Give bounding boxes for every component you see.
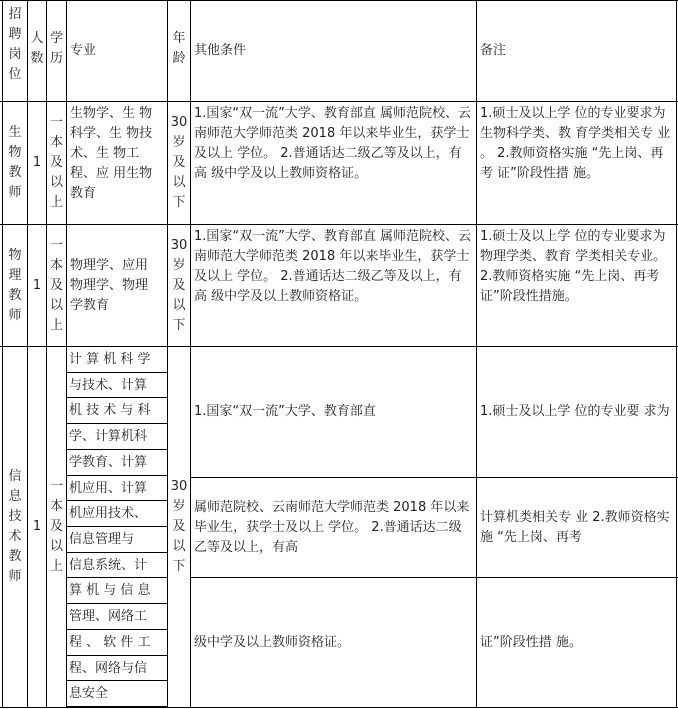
major-line: 程 、 软 件 工: [67, 630, 167, 656]
header-age: 年龄: [172, 31, 186, 66]
row1-education: 一本及以上: [49, 115, 63, 210]
col-rule-7: [676, 0, 677, 708]
row2-remarks: 1.硕士及以上学 位的专业要求为 物理学类、教育 学类相关专业。 2.教师资格实施 “先上岗、再考 证”阶段性措施。: [480, 229, 667, 304]
major-line: 学教育、计算: [67, 450, 167, 476]
row3-count: 1: [32, 519, 42, 534]
row2-education: 一本及以上: [49, 237, 63, 333]
row3-remarks-part1: 1.硕士及以上学 位的专业要 求为: [480, 404, 670, 419]
row1-remarks: 1.硕士及以上学 位的专业要求为 生物科学类、教 育学类相关专 业 。 2.教师资格实施 “先上岗、再考 证”阶段性措 施。: [480, 106, 671, 181]
row1-major: 生物学、生 物科学、生 物技术、生 物工程、应 用生物教育: [70, 106, 153, 201]
row3-remarks-part2: 计算机类相关专 业 2.教师资格实施 “先上岗、再考: [480, 509, 670, 545]
major-line: 计 算 机 科 学: [67, 347, 167, 373]
header-education: 学历: [49, 31, 63, 66]
major-line: 信息系统、计: [67, 553, 167, 579]
major-line: 程、网络与信: [67, 656, 167, 682]
row3-conditions-part3: 级中学及以上教师资格证。: [194, 634, 351, 650]
header-major: 专业: [70, 43, 97, 58]
row1-count: 1: [32, 155, 42, 170]
row3-age: 30岁及以下: [170, 479, 188, 574]
row3-position: 信息技术教师: [8, 469, 22, 584]
row1-position: 生物教师: [8, 125, 22, 200]
row2-count: 1: [32, 277, 42, 293]
major-line: 学、计算机科: [67, 424, 167, 450]
major-line: 机应用、计算: [67, 476, 167, 502]
header-position: 招聘岗位: [8, 7, 22, 82]
header-conditions: 其他条件: [194, 43, 247, 58]
major-line: 息安全: [67, 681, 167, 707]
row3-conditions-part1: 1.国家“双一流”大学、教育部直: [194, 404, 376, 419]
row2-conditions: 1.国家“双一流”大学、教育部直 属师范院校、云南师范大学师范类 2018 年以来毕业生，获学士及以上 学位。 2.普通话达二级乙等及以上，有高 级中学及以上教师资格证。: [194, 229, 472, 304]
major-line: 机 技 术 与 科: [67, 398, 167, 424]
row2-position: 物理教师: [8, 247, 22, 323]
major-line: 与技术、计算: [67, 373, 167, 399]
row2-major: 物理学、应用 物理学、物理 学教育: [70, 257, 149, 313]
header-count: 人数: [30, 31, 44, 66]
row2-age: 30岁及以下: [170, 237, 188, 333]
row1-age: 30岁及以下: [170, 115, 188, 210]
row1-conditions: 1.国家“双一流”大学、教育部直 属师范院校、云南师范大学师范类 2018 年以来毕业生，获学士及以上 学位。 2.普通话达二级乙等及以上，有高 级中学及以上教师资格证。: [194, 106, 472, 181]
row3-major-list: [67, 347, 167, 707]
major-line: 信息管理与: [67, 527, 167, 553]
major-line: 管理、网络工: [67, 604, 167, 630]
row3-conditions-part2: 属师范院校、云南师范大学师范类 2018 年以来毕业生，获学士及以上 学位。 2.普通话达二级乙等及以上，有高: [194, 499, 470, 555]
row3-remarks-part3: 证”阶段性措 施。: [480, 634, 582, 650]
major-line: 算 机 与 信 息: [67, 578, 167, 604]
major-line: 机应用技术、: [67, 501, 167, 527]
header-remarks: 备注: [480, 43, 507, 58]
border-bottom: [0, 707, 678, 708]
row3-education: 一本及以上: [49, 479, 63, 574]
